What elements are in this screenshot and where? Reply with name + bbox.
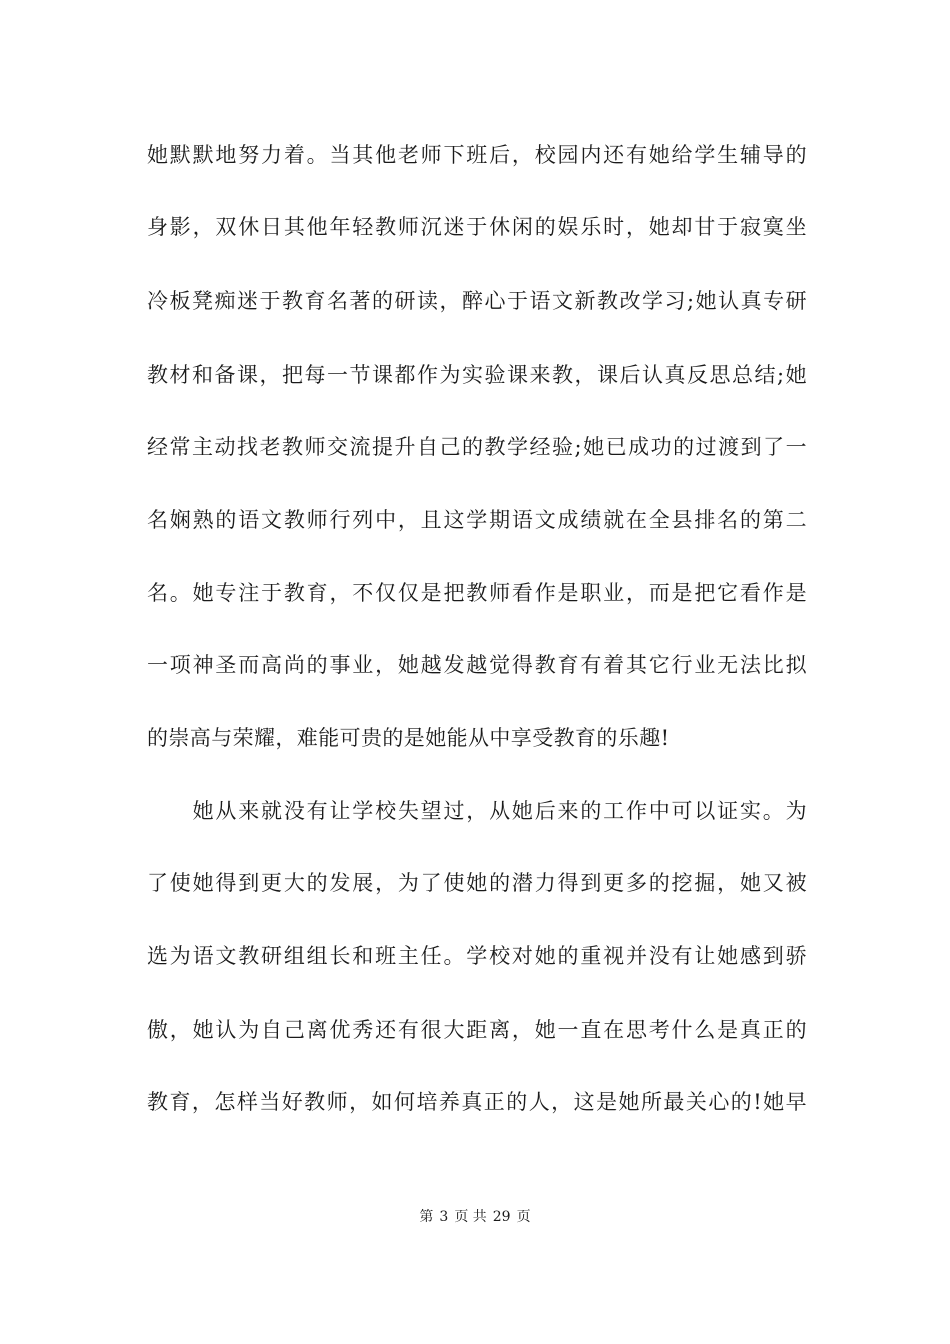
text-line-4: 教材和备课，把每一节课都作为实验课来教，课后认真反思总结;她 — [147, 363, 807, 387]
footer-middle: 页 共 — [454, 1209, 487, 1225]
text-line-5: 经常主动找老教师交流提升自己的教学经验;她已成功的过渡到了一 — [147, 435, 807, 459]
footer-current-page: 3 — [439, 1209, 449, 1225]
text-line-12: 选为语文教研组组长和班主任。学校对她的重视并没有让她感到骄 — [147, 944, 807, 968]
page-number-footer — [0, 1207, 950, 1227]
text-line-1: 她默默地努力着。当其他老师下班后，校园内还有她给学生辅导的 — [147, 143, 807, 167]
footer-prefix: 第 — [419, 1209, 434, 1225]
text-line-7: 名。她专注于教育，不仅仅是把教师看作是职业，而是把它看作是 — [147, 581, 807, 605]
footer-suffix: 页 — [516, 1209, 531, 1225]
text-line-13: 傲，她认为自己离优秀还有很大距离，她一直在思考什么是真正的 — [147, 1018, 807, 1042]
text-line-14: 教育，怎样当好教师，如何培养真正的人，这是她所最关心的!她早 — [147, 1090, 807, 1114]
text-line-9: 的崇高与荣耀，难能可贵的是她能从中享受教育的乐趣! — [147, 726, 670, 750]
text-line-10: 她从来就没有让学校失望过，从她后来的工作中可以证实。为 — [147, 799, 807, 823]
text-line-6: 名娴熟的语文教师行列中，且这学期语文成绩就在全县排名的第二 — [147, 508, 807, 532]
text-line-3: 冷板凳痴迷于教育名著的研读，醉心于语文新教改学习;她认真专研 — [147, 289, 807, 313]
text-line-2: 身影，双休日其他年轻教师沉迷于休闲的娱乐时，她却甘于寂寞坐 — [147, 215, 807, 239]
text-line-8: 一项神圣而高尚的事业，她越发越觉得教育有着其它行业无法比拟 — [147, 653, 807, 677]
text-line-11: 了使她得到更大的发展，为了使她的潜力得到更多的挖掘，她又被 — [147, 871, 807, 895]
footer-total-pages: 29 — [492, 1209, 511, 1225]
